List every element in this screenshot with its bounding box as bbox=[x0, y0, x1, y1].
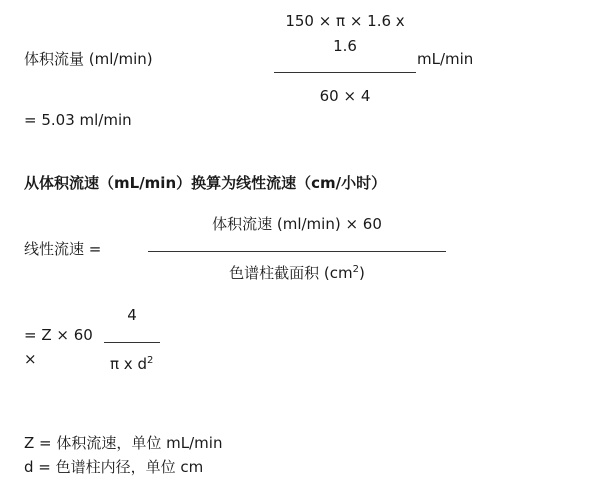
formula3-fraction-bar bbox=[104, 342, 160, 343]
formula3-denominator bbox=[110, 355, 153, 373]
definition-z: Z = 体积流速，单位 mL/min bbox=[24, 434, 223, 452]
formula3-numerator: 4 bbox=[127, 306, 137, 324]
formula2-denominator bbox=[148, 264, 446, 282]
formula1-label: 体积流量 (ml/min) bbox=[24, 50, 153, 68]
formula2-label: 线性流速 = bbox=[24, 240, 102, 258]
formula3-times: × bbox=[24, 350, 37, 368]
formula3-denominator-text: π x d bbox=[110, 355, 147, 373]
formula1-denominator: 60 × 4 bbox=[319, 87, 371, 105]
formula1-numerator-top: 150 × π × 1.6 x bbox=[285, 12, 405, 30]
formula1-result: = 5.03 ml/min bbox=[24, 111, 132, 129]
formula1-numerator-bottom: 1.6 bbox=[333, 37, 357, 55]
formula1-unit: mL/min bbox=[417, 50, 474, 68]
formula2-denominator-close: ) bbox=[359, 264, 365, 282]
section-heading: 从体积流速（mL/min）换算为线性流速（cm/小时） bbox=[24, 174, 387, 192]
formula3-denominator-exponent: 2 bbox=[146, 355, 154, 366]
formula2-denominator-exponent: 2 bbox=[352, 264, 359, 275]
definition-d: d = 色谱柱内径，单位 cm bbox=[24, 458, 204, 476]
formula2-fraction-bar bbox=[148, 251, 446, 252]
formula3-lhs: = Z × 60 bbox=[24, 326, 93, 344]
formula2-denominator-text: 色谱柱截面积 (cm bbox=[229, 264, 353, 282]
formula2-numerator: 体积流速 (ml/min) × 60 bbox=[212, 215, 382, 233]
formula1-fraction-bar bbox=[274, 72, 416, 73]
